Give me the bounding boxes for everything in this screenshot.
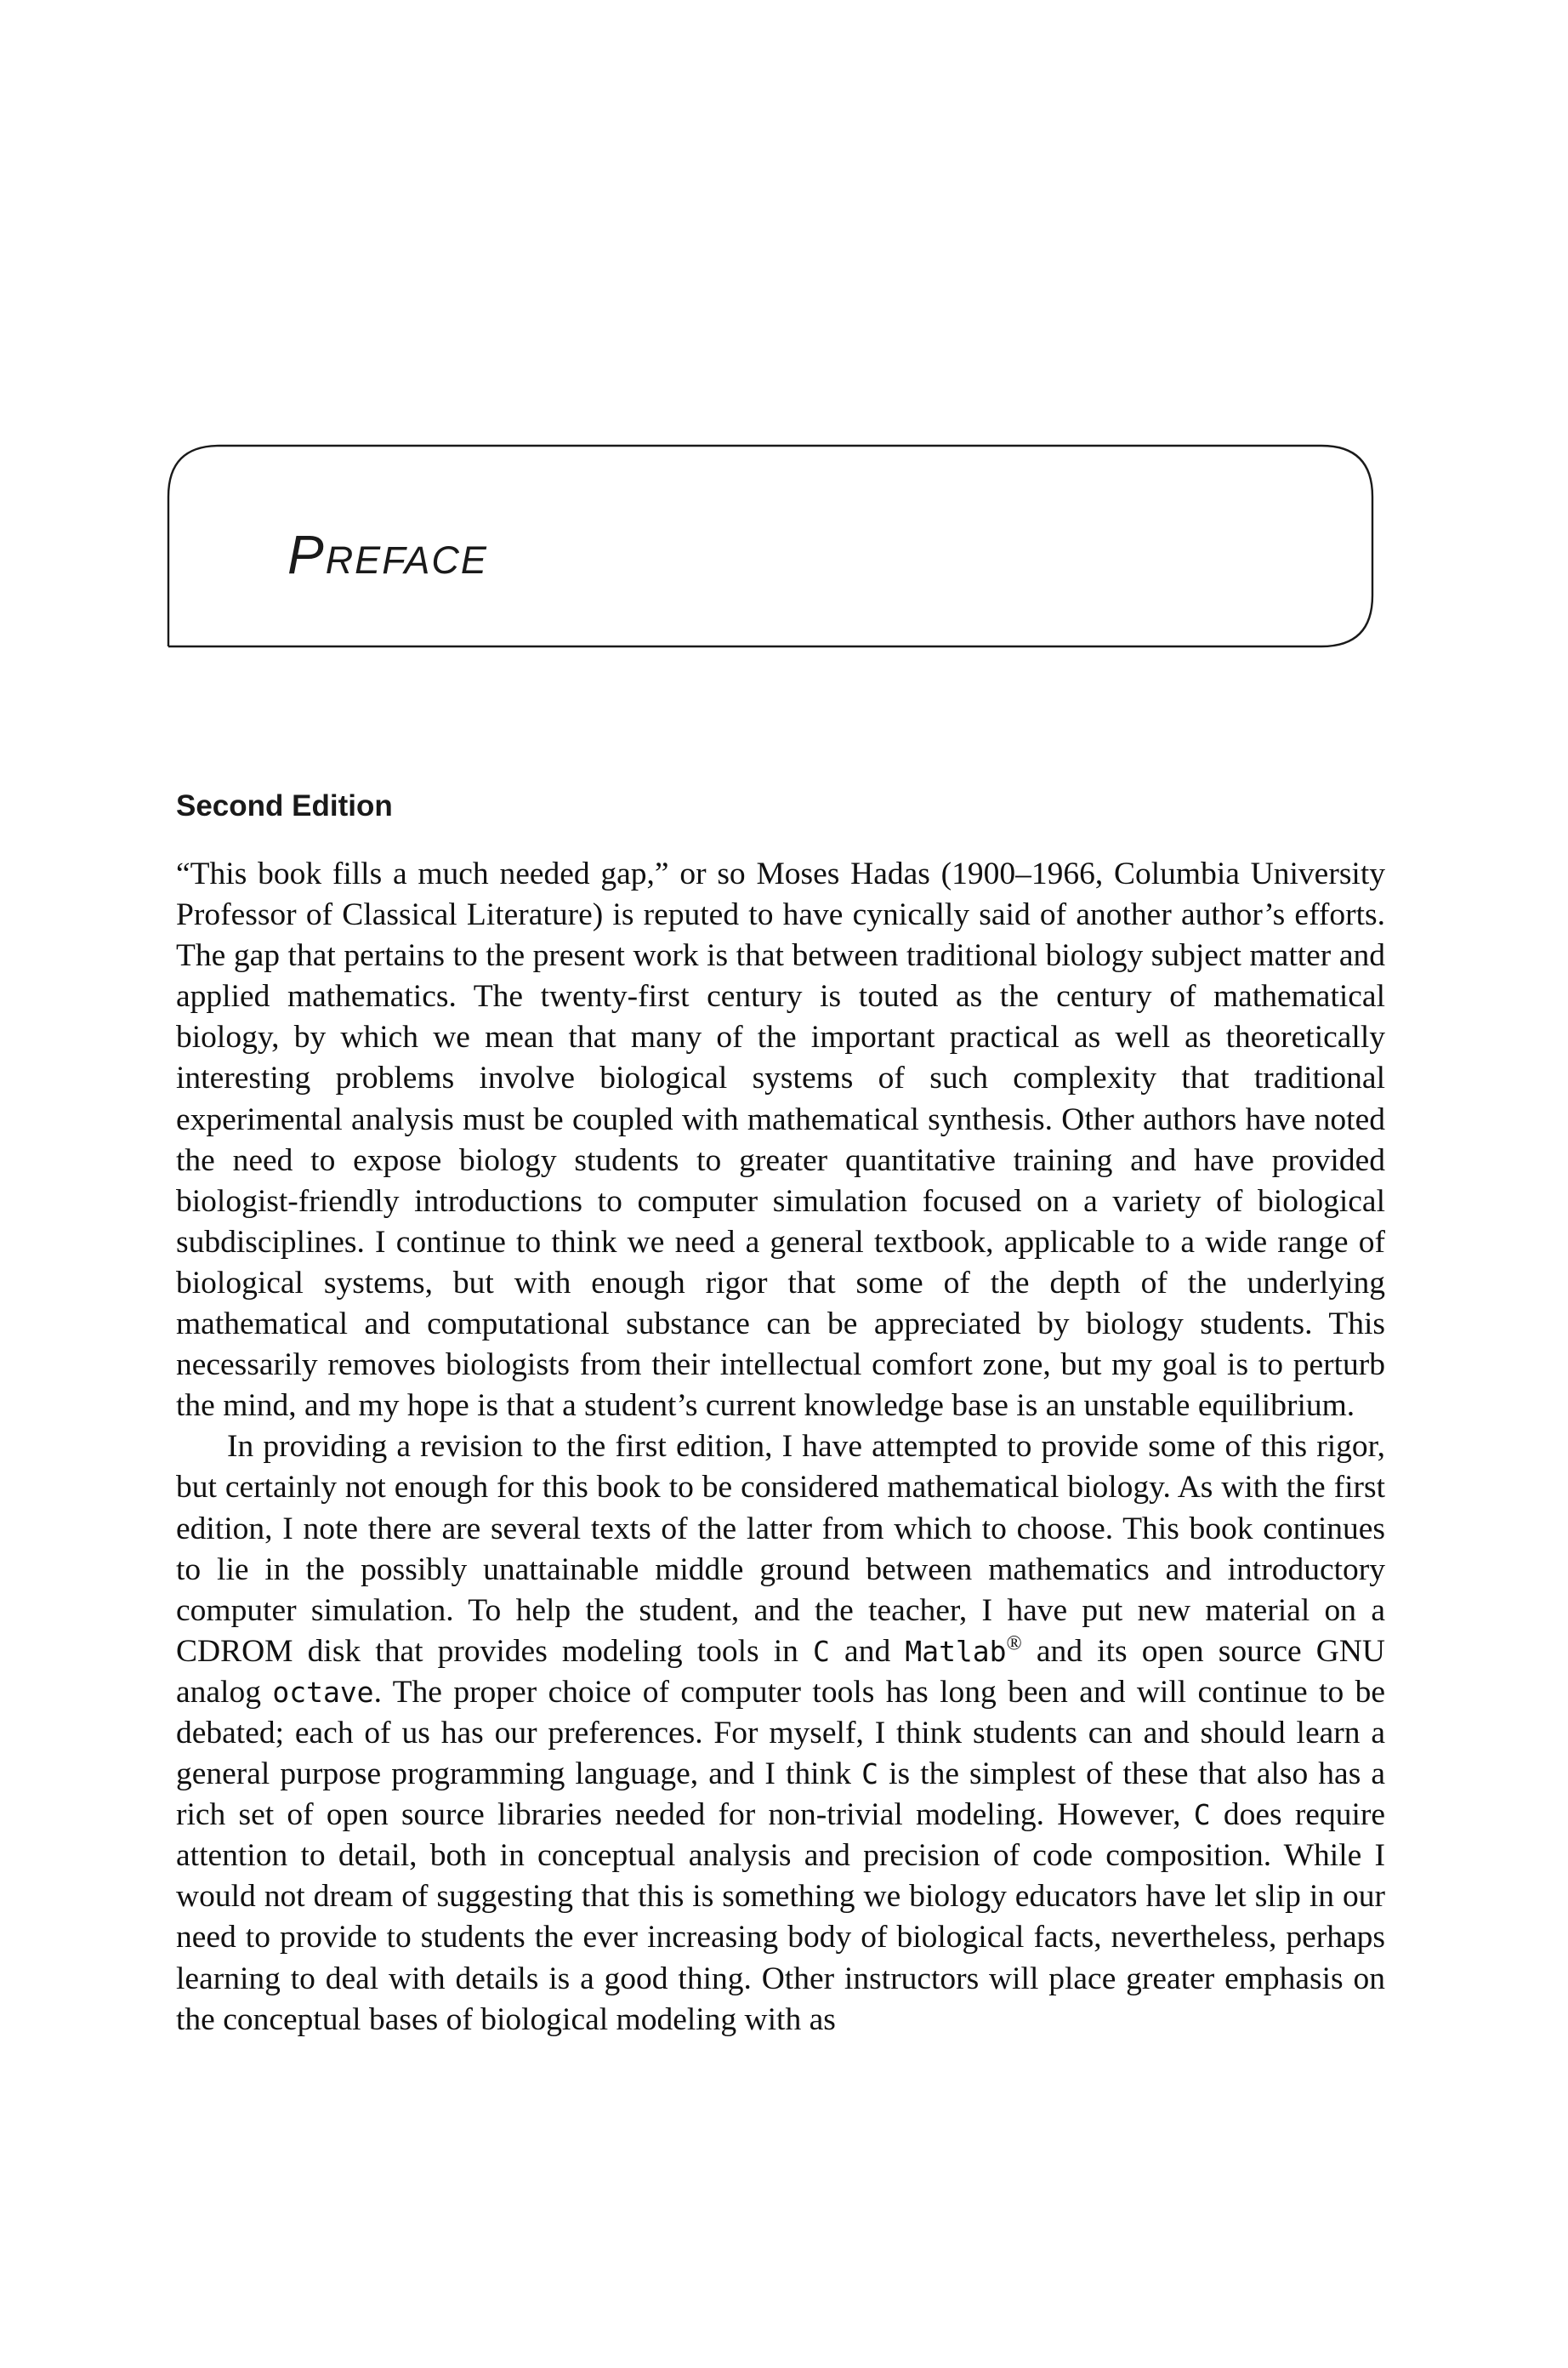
paragraph-2 (176, 1426, 1385, 2040)
text-run: and (829, 1633, 906, 1669)
paragraph-1: “This book fills a much needed gap,” or so Moses Hadas (1900–1966, Columbia University Professor of Classical Literature) is reputed to have cynically said of another author’s efforts. The gap that pertains to the present work is that between traditional biology subject matter and applied mathematics. The twenty-first century is touted as the century of mathematical biology, by which we mean that many of the important practical as well as theoretically interesting problems involve biological systems of such complexity that traditional experimental analysis must be coupled with mathematical synthesis. Other authors have noted the need to expose biology students to greater quantitative training and have provided biologist-friendly introductions to computer simulation focused on a variety of biological subdisciplines. I continue to think we need a general textbook, applicable to a wide range of biological systems, but with enough rigor that some of the depth of the underlying mathematical and computational substance can be appreciated by biology students. This necessarily removes biologists from their intellectual comfort zone, but my goal is to perturb the mind, and my hope is that a student’s current knowledge base is an unstable equilibrium. (176, 857, 1385, 1424)
code-term-c: C (813, 1634, 830, 1668)
chapter-title-frame (167, 444, 1374, 648)
text-run: and its open source GNU analog (176, 1633, 1385, 1710)
text-run: is the simplest of these that also has a rich set of open source libraries needed for non-trivial modeling. However, (176, 1756, 1386, 1833)
code-term-c: C (1193, 1798, 1211, 1832)
body-text (176, 854, 1385, 2041)
section-heading: Second Edition (176, 789, 393, 823)
code-term-octave: octave (272, 1675, 374, 1709)
text-run: In providing a revision to the first edition, I have attempted to provide some of this rigor, but certainly not enough for this book to be considered mathematical biology. As with the first edition, I note there are several texts of the latter from which to choose. This book continues to lie in the possibly unattainable middle ground between mathematics and introductory computer simulation. To help the student, and the teacher, I have put new material on a CDROM disk that provides modeling tools in (176, 1429, 1385, 1669)
text-run: does require attention to detail, both in conceptual analysis and precision of code composition. While I would not dream of suggesting that this is something we biology educators have let slip in our need to provide to students the ever increasing body of biological facts, nevertheless, perhaps learning to deal with details is a good thing. Other instructors will place greater emphasis on the conceptual bases of biological modeling with as (176, 1797, 1385, 2037)
code-term-c: C (861, 1757, 878, 1791)
code-term-matlab: Matlab (905, 1634, 1007, 1668)
chapter-title: Preface (287, 524, 488, 585)
text-run: . The proper choice of computer tools has long been and will continue to be debated; each of us has our preferences. For myself, I think students can and should learn a general purpose programming language, and I think (176, 1674, 1385, 1792)
registered-mark: ® (1006, 1632, 1022, 1655)
